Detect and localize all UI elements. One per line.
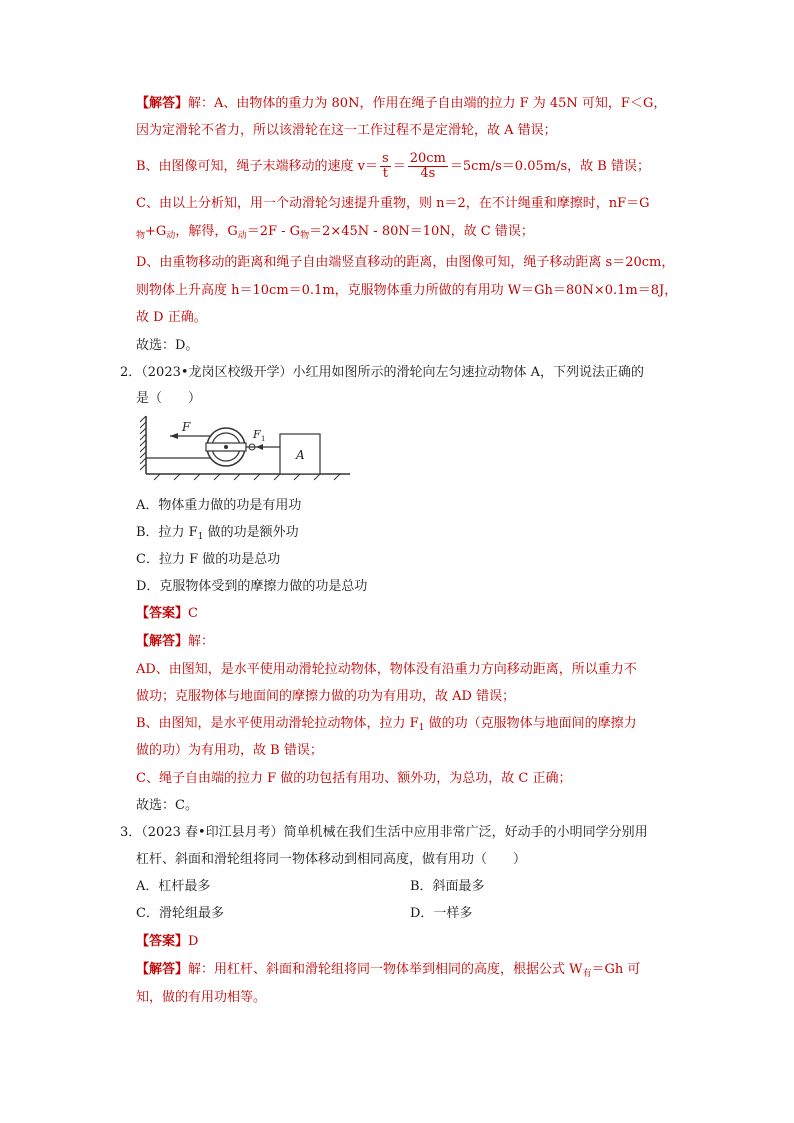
q3-option-a: A．杠杆最多: [136, 879, 211, 894]
q3-option-d: D．一样多: [410, 906, 473, 921]
label-force-f1-sub: 1: [261, 435, 266, 443]
q1-solution-line-7: 则物体上升高度 h＝10cm＝0.1m，克服物体重力所做的有用功 W＝Gh＝80N×0.1m＝8J，: [136, 283, 678, 298]
q2-choice: 故选：C。: [136, 798, 198, 813]
label-force-f: F: [182, 420, 191, 434]
q1-solution-line-1: 【解答】解：A、由物体的重力为 80N，作用在绳子自由端的拉力 F 为 45N 可知，F＜G，: [136, 96, 667, 111]
solution-tag: 【解答】: [136, 96, 189, 111]
q2-option-c: C．拉力 F 做的功是总功: [136, 552, 281, 567]
q2-answer: 【答案】C: [136, 606, 198, 621]
q3-solution-line-1: 【解答】解：用杠杆、斜面和滑轮组将同一物体举到相同的高度，根据公式 $W_有=Gh$ 可: [136, 962, 641, 979]
q2-option-d: D．克服物体受到的摩擦力做的功是总功: [136, 579, 368, 594]
q3-option-c: C．滑轮组最多: [136, 906, 224, 921]
fraction-s-over-t: $\frac{s}{t}$: [382, 151, 389, 181]
q1-solution-line-4: C、由以上分析知，用一个动滑轮匀速提升重物，则 n＝2，在不计绳重和摩擦时，nF＝G: [136, 196, 650, 211]
q1-solution-line-3: B、由图像可知，绳子末端移动的速度 v＝ $\frac{s}{t}$ ＝ $\frac{20cm}{4s}$ ＝5cm/s＝0.05m/s，故 B 错误；: [136, 151, 650, 181]
q2-solution-head: 【解答】解：: [136, 634, 215, 649]
q3-solution-line-2: 知，做的有用功相等。: [136, 990, 267, 1005]
q3-option-b: B．斜面最多: [410, 879, 485, 894]
q2-option-a: A．物体重力做的功是有用功: [136, 498, 302, 513]
q2-solution-line-2: 做功；克服物体与地面间的摩擦力做的功为有用功，故 AD 错误；: [136, 689, 516, 704]
q2-solution-line-3: B、由图知，是水平使用动滑轮拉动物体，拉力 $F_1$ 做的功（克服物体与地面间的摩擦力: [136, 716, 637, 733]
label-force-f1: F: [253, 428, 261, 441]
q1-solution-line-5: $_物+G_动$，解得，$G_动=2F - G_物=2\times 45N - 80N=10N$，故 C 错误；: [136, 224, 534, 241]
q2-stem-line-1: 2．（2023•龙岗区校级开学）小红用如图所示的滑轮向左匀速拉动物体 A，下列说法正确的: [120, 365, 645, 380]
q1-solution-line-8: 故 D 正确。: [136, 310, 207, 325]
q3-stem-line-2: 杠杆、斜面和滑轮组将同一物体移动到相同高度，做有用功（ ）: [136, 852, 527, 867]
q2-solution-line-5: C、绳子自由端的拉力 F 做的功包括有用功、额外功，为总功，故 C 正确；: [136, 771, 572, 786]
q2-stem-line-2: 是（ ）: [136, 391, 202, 406]
fraction-20cm-over-4s: $\frac{20cm}{4s}$: [409, 151, 446, 181]
q2-solution-line-4: 做的功）为有用功，故 B 错误；: [136, 743, 323, 758]
q1-choice: 故选：D。: [136, 338, 199, 353]
q1-solution-line-2: 因为定滑轮不省力，所以该滑轮在这一工作过程不是定滑轮，故 A 错误；: [136, 123, 557, 138]
pulley-diagram: [140, 414, 360, 484]
label-block-a: A: [296, 448, 305, 462]
q2-solution-line-1: AD、由图知，是水平使用动滑轮拉动物体，物体没有沿重力方向移动距离，所以重力不: [136, 662, 637, 677]
q3-stem-line-1: 3．（2023 春•印江县月考）简单机械在我们生活中应用非常广泛，好动手的小明同学分别用: [120, 825, 648, 840]
q1-solution-line-6: D、由重物移动的距离和绳子自由端竖直移动的距离，由图像可知，绳子移动距离 s＝20cm，: [136, 255, 675, 270]
q2-option-b: B．拉力 $F_1$ 做的功是额外功: [136, 525, 299, 542]
q3-answer: 【答案】D: [136, 934, 199, 949]
